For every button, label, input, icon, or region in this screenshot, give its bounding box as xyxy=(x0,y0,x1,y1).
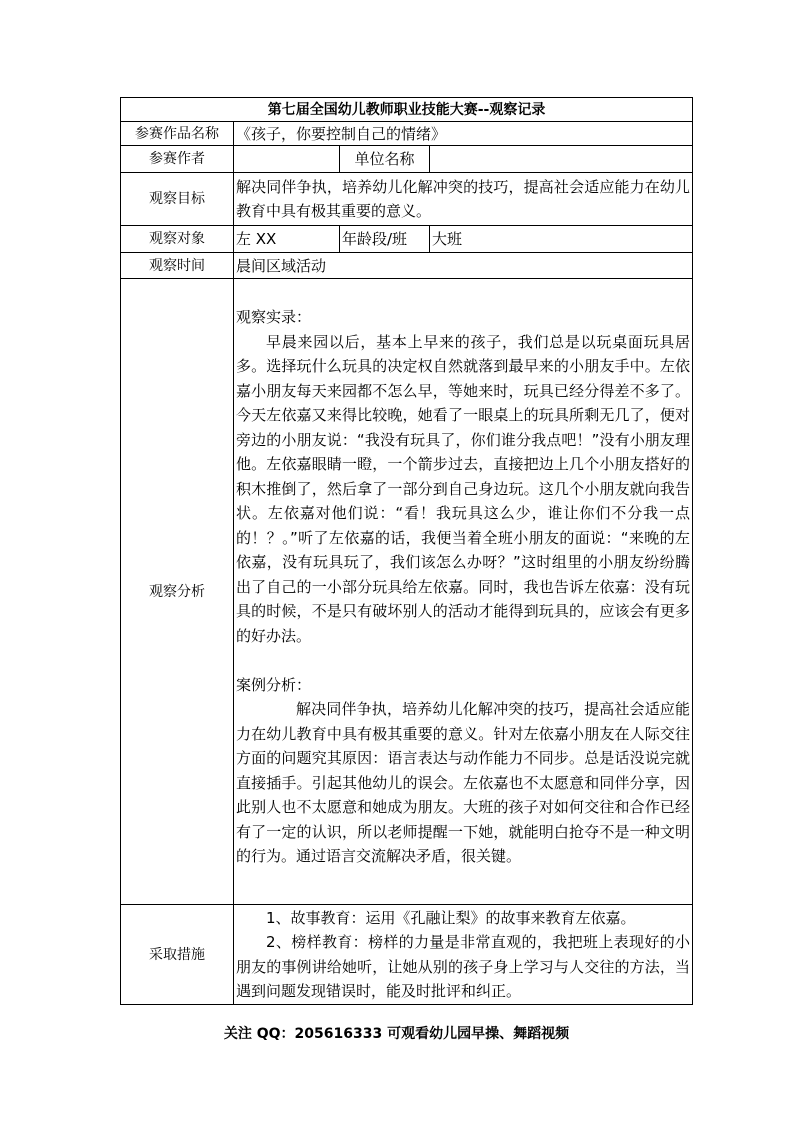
case-text: 解决同伴争执，培养幼儿化解冲突的技巧，提高社会适应能力在幼儿教育中具有极其重要的意义。针对左依嘉小朋友在人际交往方面的问题究其原因：语言表达与动作能力不同步。总是话没说完就直接插手。引起其他幼儿的误会。左依嘉也不太愿意和同伴分享，因此别人也不太愿意和她成为朋友。大班的孩子对如何交往和合作已经有了一定的认识，所以老师提醒一下她，就能明白抢夺不是一种文明的行为。通过语言交流解决矛盾，很关键。 xyxy=(236,700,691,865)
goal-cell xyxy=(234,173,693,226)
measures-label: 采取措施 xyxy=(121,905,234,1005)
measure-item: 2、榜样教育：榜样的力量是非常直观的，我把班上表现好的小朋友的事例讲给她听，让她从别的孩子身上学习与人交往的方法，当遇到问题发现错误时，能及时批评和纠正。 xyxy=(236,933,691,1000)
subject-row xyxy=(121,226,693,253)
goal-label: 观察目标 xyxy=(121,173,234,226)
time-row xyxy=(121,253,693,279)
analysis-row xyxy=(121,279,693,905)
age-class-label: 年龄段/班 xyxy=(340,226,430,253)
measures-row xyxy=(121,905,693,1005)
age-class-value: 大班 xyxy=(430,226,693,253)
measure-item: 1、故事教育：运用《孔融让梨》的故事来教育左依嘉。 xyxy=(266,908,636,927)
goal-row xyxy=(121,173,693,226)
record-heading: 观察实录： xyxy=(236,308,312,326)
work-name-label: 参赛作品名称 xyxy=(121,122,234,146)
title-row xyxy=(121,98,693,122)
record-text: 早晨来园以后，基本上早来的孩子，我们总是以玩桌面玩具居多。选择玩什么玩具的决定权自然就落到最早来的小朋友手中。左依嘉小朋友每天来园都不怎么早，等她来时，玩具已经分得差不多了。今天左依嘉又来得比较晚，她看了一眼桌上的玩具所剩无几了，便对旁边的小朋友说：“我没有玩具了，你们谁分我点吧！”没有小朋友理他。左依嘉眼睛一瞪，一个箭步过去，直接把边上几个小朋友搭好的积木推倒了，然后拿了一部分到自己身边玩。这几个小朋友就向我告状。左依嘉对他们说：“看！我玩具这么少，谁让你们不分我一点的！？。”听了左依嘉的话，我便当着全班小朋友的面说：“来晚的左依嘉，没有玩具玩了，我们该怎么办呀？”这时组里的小朋友纷纷腾出了自己的一小部分玩具给左依嘉。同时，我也告诉左依嘉：没有玩具的时候，不是只有破坏别人的活动才能得到玩具的，应该会有更多的好办法。 xyxy=(236,332,691,645)
goal-value: 解决同伴争执，培养幼儿化解冲突的技巧，提高社会适应能力在幼儿教育中具有极其重要的意义。 xyxy=(236,177,691,220)
unit-name-label: 单位名称 xyxy=(340,146,430,173)
time-label: 观察时间 xyxy=(121,253,234,279)
work-name-value: 《孩子，你要控制自己的情绪》 xyxy=(234,122,693,146)
measures-cell xyxy=(234,905,693,1005)
observation-record-table xyxy=(120,97,693,1005)
analysis-label: 观察分析 xyxy=(121,279,234,905)
work-name-row xyxy=(121,122,693,146)
author-label: 参赛作者 xyxy=(121,146,234,173)
subject-value: 左 XX xyxy=(234,226,340,253)
table-title: 第七届全国幼儿教师职业技能大赛--观察记录 xyxy=(121,98,693,122)
author-value xyxy=(234,146,340,173)
author-row xyxy=(121,146,693,173)
case-heading: 案例分析： xyxy=(236,675,312,694)
time-value: 晨间区域活动 xyxy=(234,253,693,279)
unit-name-value xyxy=(430,146,693,173)
subject-label: 观察对象 xyxy=(121,226,234,253)
analysis-cell xyxy=(234,279,693,905)
spacer xyxy=(236,648,690,673)
footer-note: 关注 QQ：205616333 可观看幼儿园早操、舞蹈视频 xyxy=(223,1026,570,1042)
